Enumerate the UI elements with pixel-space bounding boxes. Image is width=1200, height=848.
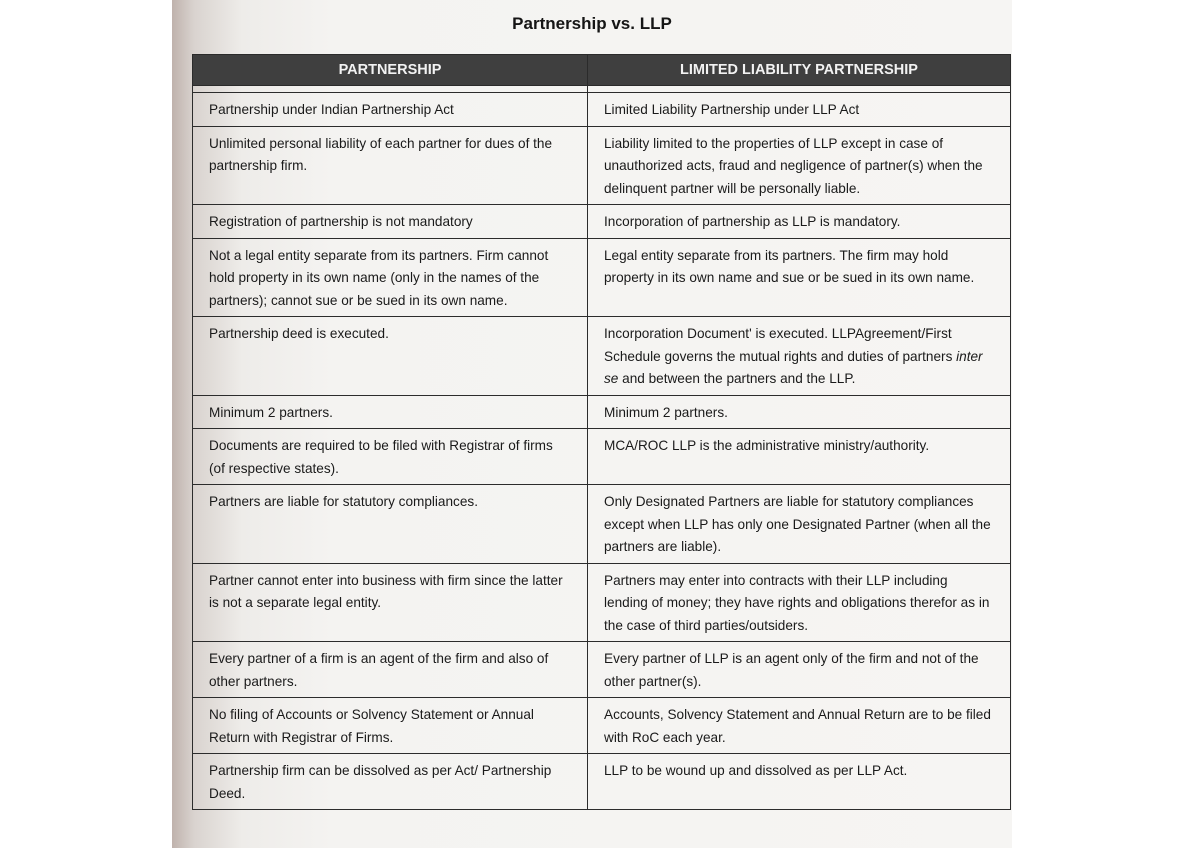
document-page: [172, 0, 1012, 848]
partnership-cell: Documents are required to be filed with Registrar of firms (of respective states).: [193, 429, 588, 485]
table-row: [193, 698, 1011, 754]
page-title: Partnership vs. LLP: [512, 14, 672, 33]
partnership-cell: Partnership firm can be dissolved as per Act/ Partnership Deed.: [193, 754, 588, 810]
table-header-row: [193, 55, 1011, 86]
partnership-cell: Every partner of a firm is an agent of the firm and also of other partners.: [193, 642, 588, 698]
llp-cell-text: and between the partners and the LLP.: [618, 371, 856, 386]
table-row: [193, 205, 1011, 239]
header-partnership: PARTNERSHIP: [193, 55, 588, 86]
table-row: [193, 93, 1011, 127]
table-row: [193, 642, 1011, 698]
table-row: [193, 563, 1011, 642]
llp-cell: Liability limited to the properties of LLP except in case of unauthorized acts, fraud and negligence of partner(s) when the delinquent partner will be personally liable.: [588, 126, 1011, 205]
partnership-cell: No filing of Accounts or Solvency Statement or Annual Return with Registrar of Firms.: [193, 698, 588, 754]
header-llp: LIMITED LIABILITY PARTNERSHIP: [588, 55, 1011, 86]
llp-cell: Accounts, Solvency Statement and Annual Return are to be filed with RoC each year.: [588, 698, 1011, 754]
partnership-cell: Partners are liable for statutory compliances.: [193, 485, 588, 564]
header-gap: [193, 86, 1011, 93]
table-row: [193, 126, 1011, 205]
comparison-table: [192, 54, 1011, 810]
table-row: [193, 429, 1011, 485]
llp-cell: Limited Liability Partnership under LLP Act: [588, 93, 1011, 127]
llp-cell: LLP to be wound up and dissolved as per LLP Act.: [588, 754, 1011, 810]
table-row: [193, 395, 1011, 429]
partnership-cell: Unlimited personal liability of each partner for dues of the partnership firm.: [193, 126, 588, 205]
llp-cell: MCA/ROC LLP is the administrative ministry/authority.: [588, 429, 1011, 485]
table-row: [193, 317, 1011, 396]
partnership-cell: Partnership deed is executed.: [193, 317, 588, 396]
partnership-cell: Registration of partnership is not mandatory: [193, 205, 588, 239]
table-row: [193, 485, 1011, 564]
llp-cell: Every partner of LLP is an agent only of the firm and not of the other partner(s).: [588, 642, 1011, 698]
table-row: [193, 238, 1011, 317]
table-row: [193, 754, 1011, 810]
llp-cell: [588, 317, 1011, 396]
llp-cell: Only Designated Partners are liable for statutory compliances except when LLP has only one Designated Partner (when all the partners are liable).: [588, 485, 1011, 564]
llp-cell-italic: inter se: [604, 348, 983, 386]
llp-cell: Minimum 2 partners.: [588, 395, 1011, 429]
partnership-cell: Partner cannot enter into business with firm since the latter is not a separate legal entity.: [193, 563, 588, 642]
llp-cell: Partners may enter into contracts with their LLP including lending of money; they have rights and obligations therefor as in the case of third parties/outsiders.: [588, 563, 1011, 642]
llp-cell: Incorporation of partnership as LLP is mandatory.: [588, 205, 1011, 239]
llp-cell-text: Incorporation Document' is executed. LLPAgreement/First Schedule governs the mutual rights and duties of partners: [604, 326, 957, 364]
partnership-cell: Partnership under Indian Partnership Act: [193, 93, 588, 127]
partnership-cell: Minimum 2 partners.: [193, 395, 588, 429]
llp-cell: Legal entity separate from its partners. The firm may hold property in its own name and sue or be sued in its own name.: [588, 238, 1011, 317]
partnership-cell: Not a legal entity separate from its partners. Firm cannot hold property in its own name (only in the names of the partners); cannot sue or be sued in its own name.: [193, 238, 588, 317]
